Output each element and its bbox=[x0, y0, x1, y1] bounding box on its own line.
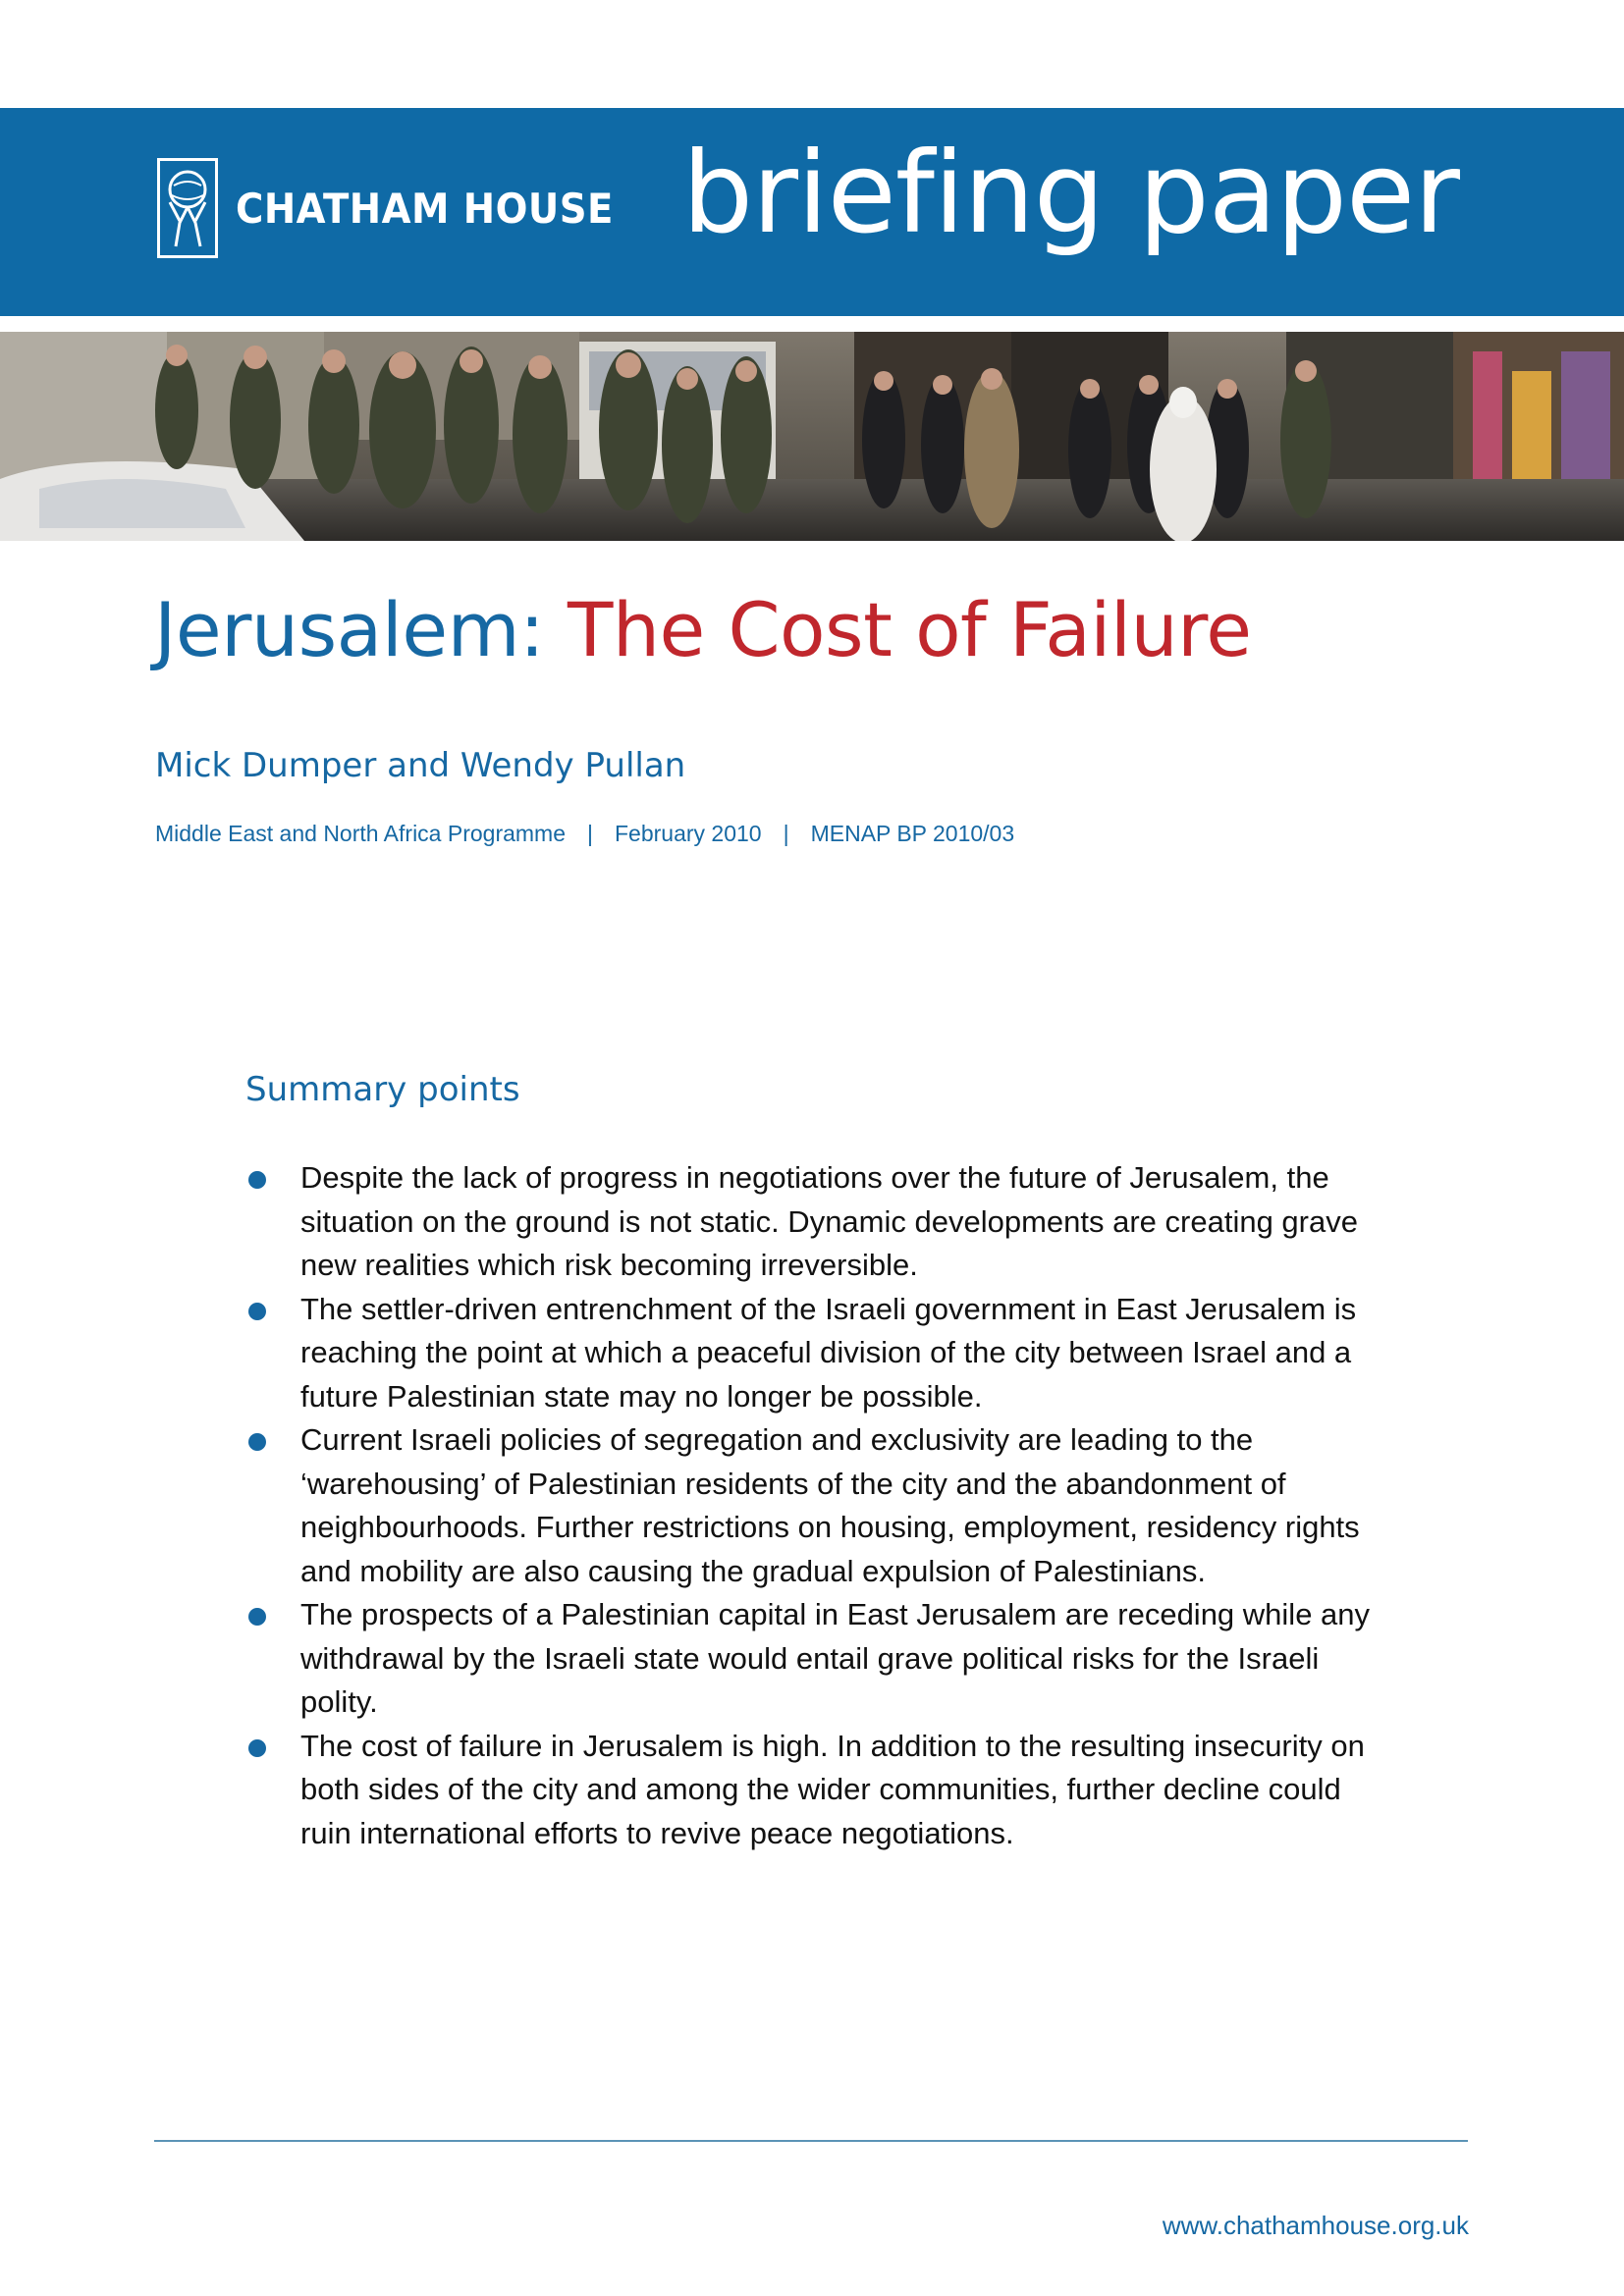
globe-atlas-icon bbox=[157, 158, 218, 258]
website-link[interactable]: www.chathamhouse.org.uk bbox=[1162, 2211, 1469, 2240]
meta-separator: | bbox=[783, 821, 789, 846]
publication-date: February 2010 bbox=[615, 821, 762, 846]
title-prefix: Jerusalem: bbox=[154, 586, 568, 673]
street-scene-image bbox=[0, 332, 1624, 541]
summary-points-list bbox=[245, 1156, 1394, 1855]
summary-point-text: Despite the lack of progress in negotiations over the future of Jerusalem, the situation on the ground is not static. Dynamic developments are creating grave new realities which risk becoming irreversible. bbox=[300, 1160, 1358, 1282]
summary-point bbox=[245, 1288, 1394, 1419]
chatham-house-logo bbox=[157, 157, 646, 259]
organization-name: CHATHAM HOUSE bbox=[236, 184, 614, 233]
summary-point bbox=[245, 1725, 1394, 1856]
summary-point-text: Current Israeli policies of segregation and exclusivity are leading to the ‘warehousing’ of Palestinian residents of the city and the abandonment of neighbourhoods. Further restrictions on housing, employment, residency rights and mobility are also causing the gradual expulsion of Palestinians. bbox=[300, 1422, 1360, 1588]
bullet-icon bbox=[248, 1608, 266, 1626]
bullet-icon bbox=[248, 1303, 266, 1320]
summary-point bbox=[245, 1593, 1394, 1725]
programme: Middle East and North Africa Programme bbox=[155, 821, 567, 846]
bullet-icon bbox=[248, 1433, 266, 1451]
summary-point-text: The settler-driven entrenchment of the Israeli government in East Jerusalem is reaching the point at which a peaceful division of the city between Israel and a future Palestinian state may no longer be possible. bbox=[300, 1291, 1357, 1414]
summary-point bbox=[245, 1418, 1394, 1593]
bullet-icon bbox=[248, 1171, 266, 1189]
summary-heading: Summary points bbox=[245, 1070, 520, 1109]
bullet-icon bbox=[248, 1739, 266, 1757]
summary-point-text: The cost of failure in Jerusalem is high. In addition to the resulting insecurity on both sides of the city and among the wider communities, further decline could ruin international efforts to revive peace negotiations. bbox=[300, 1728, 1365, 1850]
title-main: The Cost of Failure bbox=[567, 586, 1252, 673]
summary-point-text: The prospects of a Palestinian capital in East Jerusalem are receding while any withdrawal by the Israeli state would entail grave political risks for the Israeli polity. bbox=[300, 1597, 1371, 1719]
publication-meta bbox=[155, 821, 1014, 847]
footer-divider bbox=[154, 2140, 1468, 2142]
document-type: briefing paper bbox=[681, 128, 1459, 258]
summary-point bbox=[245, 1156, 1394, 1288]
banner-photo bbox=[0, 332, 1624, 541]
meta-separator: | bbox=[587, 821, 593, 846]
page-title bbox=[154, 585, 1252, 674]
paper-reference: MENAP BP 2010/03 bbox=[810, 821, 1015, 846]
authors: Mick Dumper and Wendy Pullan bbox=[155, 746, 686, 785]
